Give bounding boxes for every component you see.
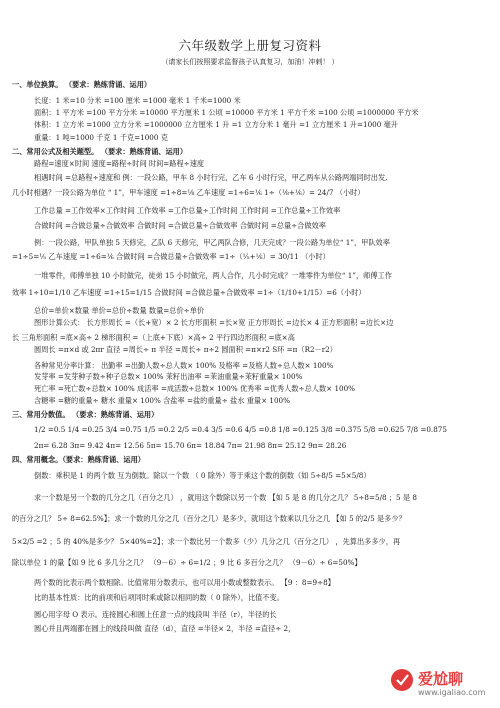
- watermark-url: www.igaliao.com: [418, 688, 486, 697]
- text-line: 2π= 6.28 3π= 9.42 4π= 12.56 5π= 15.70 6π= 18.84 7π= 21.98 8π= 25.12 9π= 28.26: [34, 441, 347, 450]
- text-line: 重量：1 吨=1000 千克 1 千克=1000 克: [34, 133, 168, 142]
- text-line: 1/2 =0.5 1/4 =0.25 3/4 =0.75 1/5 =0.2 2/5 =0.4 3/5 =0.6 4/5 =0.8 1/8 =0.125 3/8 =0.375 5/8 =0.625 7/8 =0.875: [34, 425, 447, 434]
- text-line: 几小时相遇？一段公路为单位 “ 1”，甲车速度 =1÷8=⅛ 乙车速度 =1÷6=⅙ 1÷（⅛+⅙）= 24/7 （小时）: [12, 188, 365, 197]
- page-title: 六年级数学上册复习资料: [178, 38, 322, 53]
- text-line: 长度：1 米=10 分米 =100 厘米 =1000 毫米 1 千米=1000 米: [34, 96, 241, 105]
- text-line: 体积：1 立方米 =1000 立方分米 =1000000 立方厘米 1 升 =1 立方分米 1 毫升 =1 立方厘米 1 升=1000 毫升: [34, 120, 398, 129]
- text-line: 三、常用分数值。 （要求：熟练背诵、运用）: [12, 410, 159, 419]
- text-line: 求一个数是另一个数的几分之几（百分之几） ，就用这个数除以另一个数 【如 5 是 8 的几分之几？ 5÷8=5/8 ；5 是 8: [34, 493, 417, 502]
- text-line: 圆周长 =π×d 或 2πr 直径 =周长÷ π 半径 =周长÷ π÷2 圆面积 =π×r2 S环 =π（R2－r2）: [34, 345, 337, 354]
- text-line: 相遇时间 =总路程÷速度和 例：一段公路，甲车 8 小时行完，乙车 6 小时行完，甲乙两车从公路两端同时出发,: [34, 173, 388, 182]
- text-line: 四、常用概念。（要求：熟练背诵、运用）: [12, 455, 145, 464]
- text-line: 除以单位 1 的量【如 9 比 6 多几分之几？ （9－6）÷ 6=1/2 ；9 比 6 多百分之几？ （9－6）÷ 6=50%】: [12, 558, 362, 567]
- text-line: 各种常见分率计算： 出勤率 =出勤人数÷总人数× 100% 及格率 =及格人数÷总人数× 100%: [34, 361, 334, 370]
- watermark-logo: [388, 664, 492, 700]
- watermark-badge-icon: [391, 669, 413, 691]
- text-line: 两个数的比表示两个数相除。比值常用分数表示，也可以用小数或整数表示。 【9 ：8=9÷8】: [34, 578, 335, 587]
- text-line: 一堆零件，师傅单独 10 小时做完，徒弟 15 小时做完，两人合作，几小时完成？一堆零件为单位“ 1”，师傅工作: [34, 271, 392, 280]
- text-line: 的百分之几？ 5÷ 8=62.5%】；求一个数的几分之几（百分之几）是多少，就用这个数乘以几分之几 【如 5 的2/5 是多少？: [12, 514, 406, 523]
- text-line: 图形计算公式： 长方形周长 =（长+宽）× 2 长方形面积 =长×宽 正方形周长 =边长× 4 正方形面积 =边长×边: [34, 318, 394, 327]
- text-line: 总价=单价×数量 单价=总价÷数量 数量=总价÷单价: [34, 306, 205, 315]
- text-line: 长 三角形面积 =底×高÷ 2 梯形面积 =（上底+下底）×高÷ 2 平行四边形面积 =底×高: [12, 333, 295, 342]
- text-line: 面积：1 平方米 =100 平方分米 =10000 平方厘米 1 公顷 =10000 平方米 1 平方千米 =100 公顷 =1000000 平方米: [34, 108, 419, 117]
- text-line: 倒数：乘积是 1 的两个数 互为倒数。除以一个数 （ 0 除外）等于乘这个数的倒数（如 5÷8/5 =5×5/8）: [34, 471, 371, 480]
- text-line: 圆心并且两端都在圆上的线段叫做 直径（d），直径 =半径× 2，半径 =直径÷ 2，: [34, 624, 296, 633]
- text-line: 死亡率 =死亡数÷总数× 100% 成活率 =成活数÷总数× 100% 优秀率 =优秀人数÷总人数× 100%: [34, 384, 356, 393]
- text-line: 5×2/5 =2 ；5 的 40%是多少？ 5×40%=2】；求一个数比另一个数多（少）几分之几（百分之几） ，先算出多多少，再: [12, 537, 401, 546]
- text-line: 工作总量 =工作效率×工作时间 工作效率 =工作总量÷工作时间 工作时间 =工作总量÷工作效率: [34, 206, 341, 215]
- text-line: 发芽率 =发芽种子数÷种子总数× 100% 茉籽出油率 =茉油重量÷茉籽重量× 100%: [34, 372, 303, 381]
- text-line: 例：一段公路，甲队单独 5 天修完，乙队 6 天修完，甲乙两队合修，几天完成？一段公路为单位“ 1”，甲队效率: [34, 238, 390, 247]
- text-line: 含糖率 =糖的重量÷ 糖水 重量× 100% 含盐率 =盐的重量÷ 盐水 重量× 100%: [34, 396, 290, 405]
- text-line: =1÷5=⅕ 乙车速度 =1÷6=⅙ 合做时间 =合做总量÷合做效率 =1÷（⅕+⅙）= 30/11 （小时）: [12, 252, 330, 261]
- text-line: 比的基本性质：比的前项和后项同时乘或除以相同的数（ 0 除外），比值不变。: [34, 593, 284, 602]
- text-line: 一、单位换算。 （要求：熟练背诵、运用）: [12, 80, 152, 89]
- watermark-brand: 爱尬聊: [418, 670, 464, 688]
- text-line: 效率 1÷10=1/10 乙车速度 =1÷15=1/15 合做时间 =合做总量÷合做效率 =1÷（1/10+1/15）=6（小时）: [12, 288, 366, 297]
- text-line: 圆心用字母 O 表示。连接圆心和圆上任意一点的线段叫 半径（r），半径的长: [34, 610, 277, 619]
- page-subtitle: （请家长们按照要求监督孩子认真复习，加油！冲刺！ ）: [161, 58, 339, 66]
- text-line: 路程=速度×时间 速度=路程÷时间 时间=路程÷速度: [34, 159, 205, 168]
- text-line: 二、常用公式及相关题型。 （要求：熟练背诵、运用）: [12, 147, 188, 156]
- text-line: 合做时间 =合做总量÷合做效率 合做时间 =合做总量÷合做效率 合做时间 =总量÷合做效率: [34, 221, 326, 230]
